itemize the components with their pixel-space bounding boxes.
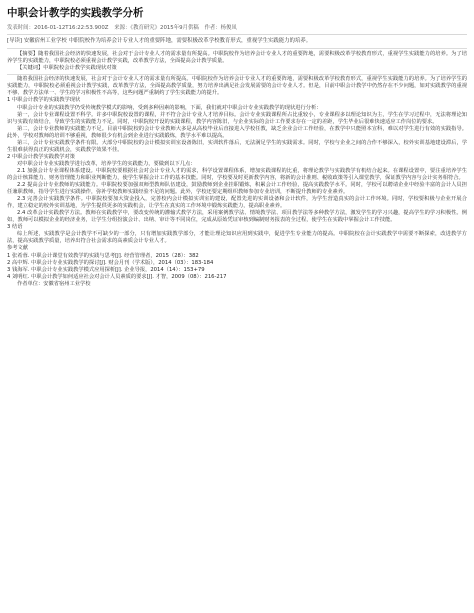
body-paragraph: 2.4 改革会计实践教学方法。教师在实践教学中，要改变传统的灌输式教学方法，采用案例教学法、情境教学法、项目教学法等多种教学方法，激发学生的学习兴趣，提高学生的学习积极性。例如，教师可以模拟企业的经济业务，让学生分组扮演会计、出纳、审计等不同岗位，完成从原始凭证审核到编制财务报表的全过程，使学生在实践中掌握会计工作技能。 <box>7 210 467 224</box>
article-body <box>7 76 467 252</box>
section-heading: 2 中职会计教学实践教学对策 <box>7 153 76 160</box>
section-heading: 3 结语 <box>7 224 23 231</box>
reference-item: 1 张希蓉. 中职会计课堂有效教学的实践与思考[J]. 经营管理者，2015（28）：382 <box>7 252 199 259</box>
abstract-box <box>7 48 467 75</box>
reference-item: 4 刘明红. 中职会计教学如何适应社会对会计人员素质的要求[J]. 才智，2009（08）：216-217 <box>7 273 227 280</box>
body-paragraph: 第三，会计专业实践教学条件有限。大部分中职院校的会计模拟实训室设备陈旧，实训软件落后，无法满足学生的实践需求。同时，学校与企业之间的合作不够深入，校外实训基地建设滞后，学生很难获得真正的实践机会，实践教学效果不佳。 <box>7 139 467 153</box>
body-paragraph: 2.1 加强会计专业课程体系建设。中职院校要根据社会对会计专业人才的需求，科学设置课程体系，增加实践课程的比重，将理论教学与实践教学有机结合起来。在课程设置中，要注重培养学生的会计核算能力、财务管理能力和职业判断能力，使学生掌握会计工作的基本技能。同时，学校要及时更新教学内容，将新的会计准则、税收政策等引入课堂教学，保证教学内容与会计实务相符合。 <box>7 167 467 181</box>
publish-time: 发表时间：2016-01-12T16:22:53.900Z <box>7 25 109 31</box>
article-meta <box>7 24 467 32</box>
reference-item: 3 钱海军. 中职会计专业实践教学模式应用探析[J]. 企业导报，2014（14）：153+79 <box>7 266 205 273</box>
section-heading: 1 中职会计教学的实践教学现状 <box>7 97 81 104</box>
section-heading: 参考文献 <box>7 245 28 252</box>
body-paragraph: 2.2 提高会计专业教师的实践能力。中职院校要加强双师型教师队伍建设，鼓励教师到企业挂职锻炼，积累会计工作经验，提高实践教学水平。同时，学校可以聘请企业中经验丰富的会计人员担任兼职教师，指导学生进行实践操作，弥补学校教师实践经验不足的问题。此外，学校还要定期组织教师参加专业培训，不断提升教师的专业素养。 <box>7 182 467 196</box>
article-author: 作者：杨俊凤 <box>204 25 237 31</box>
body-paragraph: 第二，会计专业教师的实践能力不足。目前中职院校的会计专业教师大多是从高校毕业后直接进入学校任教，缺乏企业会计工作经验，在教学中只能照本宣科，难以对学生进行有效的实践指导。此外，学校对教师的培训不够重视，教师很少有机会到企业进行实践锻炼，教学水平难以提高。 <box>7 125 467 139</box>
body-paragraph: 对中职会计专业实践教学进行改革，培养学生的实践能力，要做到以下几点： <box>17 160 196 167</box>
article-guide: [导读] 安徽宿州工业学校 中职院校作为培养会计专业人才的重要阵地，需要积极改革学校教育形式，重视学生实践能力的培养。 <box>7 38 312 44</box>
body-paragraph: 2.3 完善会计实践教学条件。中职院校要加大资金投入，完善校内会计模拟实训室的建设，配置先进的实训设备和会计软件，为学生营造真实的会计工作环境。同时，学校要积极与企业开展合作，建立稳定的校外实训基地，为学生提供更多的实践机会，让学生在真实的工作环境中锻炼实践能力，提高职业素养。 <box>7 196 467 210</box>
article-title: 中职会计教学的实践教学分析 <box>7 7 144 19</box>
reference-item: 2 高中辉. 中职会计专业实践教学的探讨[J]. 财会月刊（学术版），2014（03）：183-184 <box>7 259 214 266</box>
body-paragraph: 第一，会计专业课程设置不科学。许多中职院校设置的课程，并不符合会计专业人才培养目标。会计专业实践课程所占比重较小，专业课程多以理论知识为主，学生在学习过程中，无法将理论知识与实践有效结合，导致学生的实践能力不足。同时，中职院校开设的实践课程，教学内容陈旧，与企业实际的会计工作要求存在一定的差距，学生毕业后很难快速适应工作岗位的要求。 <box>7 111 467 125</box>
body-paragraph: 中职会计专业的实践教学仍受传统教学模式的影响，受到多种因素的影响，下面，我们就对中职会计专业实践教学的现状进行分析： <box>17 104 322 111</box>
article-source: 来源：《教育研究》2015年9月供稿 <box>114 25 199 31</box>
reference-list <box>7 253 467 281</box>
article <box>7 6 467 288</box>
body-paragraph: 综上所述，实践教学是会计教学不可缺少的一部分，只有增加实践教学部分，才能让理论知识应用到实践中，促进学生专业能力的提高。中职院校在会计实践教学中需要不断探索，改进教学方法，提高实践教学质量，培养出符合社会需求的高素质会计专业人才。 <box>7 231 467 245</box>
abstract: 【摘要】随着我国社会经济的快速发展，社会对于会计专业人才的需求量有所提高。中职院校作为培养会计专业人才的重要阵地，需要积极改革学校教育形式，重视学生实践能力的培养。为了培养学生的实践能力，中职院校必须重视会计教学实践，改革教学方法，全面提高会计教学质量。 <box>7 51 467 65</box>
keywords: 【关键词】中职院校会计教学实践现状对策 <box>17 65 117 72</box>
body-paragraph: 随着我国社会经济的快速发展，社会对于会计专业人才的需求量有所提高。中职院校作为培养会计专业人才的重要阵地，需要积极改革学校教育形式，重视学生实践能力的培养。为了培养学生的实践能力，中职院校必须重视会计教学实践，改革教学方法，全面提高教学质量，努力培养出满足社会发展需要的会计专业人才。但是，目前中职会计教学中仍然存在不少问题，如对实践教学的重视不够、教学方法单一、学生的学习积极性不高等，这些问题严重制约了学生实践能力的提升。 <box>7 76 467 97</box>
author-affiliation: 作者单位：安徽省宿州工业学校 <box>17 280 91 287</box>
divider <box>7 34 467 35</box>
